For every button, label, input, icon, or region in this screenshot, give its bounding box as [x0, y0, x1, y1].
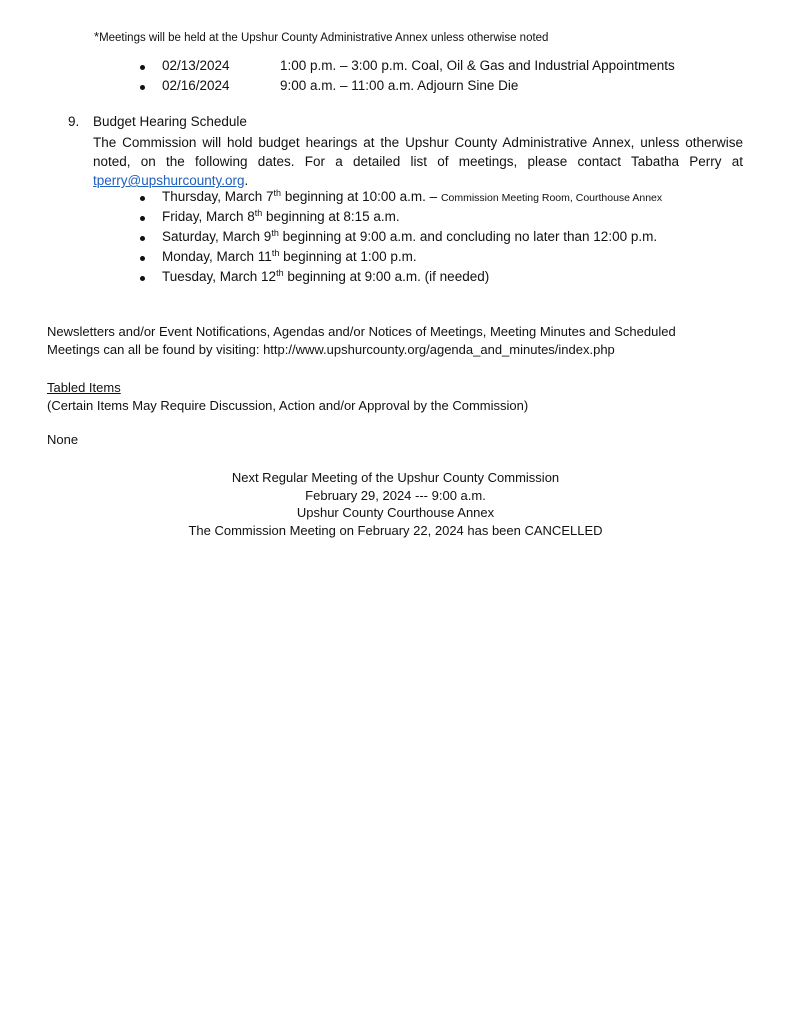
meeting-description: 1:00 p.m. – 3:00 p.m. Coal, Oil & Gas and Industrial Appointments [280, 58, 675, 73]
hearing-location: Commission Meeting Room, Courthouse Annex [440, 192, 663, 204]
meeting-description: 9:00 a.m. – 11:00 a.m. Adjourn Sine Die [280, 78, 519, 93]
newsletter-line: Newsletters and/or Event Notifications, Agendas and/or Notices of Meetings, Meeting Minutes and Scheduled [47, 324, 676, 339]
hearing-day: Thursday, March 7 [162, 189, 274, 204]
ordinal-suffix: th [276, 268, 284, 278]
item-title: Budget Hearing Schedule [93, 114, 247, 129]
newsletter-notice [47, 323, 747, 359]
hearing-day: Saturday, March 9 [162, 229, 272, 244]
next-meeting-location: Upshur County Courthouse Annex [296, 505, 495, 520]
ordinal-suffix: th [273, 188, 282, 198]
bullet-icon [140, 85, 145, 90]
cancellation-notice: The Commission Meeting on February 22, 2024 has been CANCELLED [188, 522, 603, 538]
newsletter-line: Meetings can all be found by visiting: http://www.upshurcounty.org/agenda_and_minutes/index.php [47, 342, 615, 357]
ordinal-suffix: th [271, 228, 279, 238]
hearing-text [162, 209, 400, 224]
hearing-time: beginning at 9:00 a.m. (if needed) [283, 269, 490, 284]
paragraph-text: The Commission will hold budget hearings at the Upshur County Administrative Annex, unless otherwise noted, on the following dates. For a detailed list of meetings, please contact Tabatha Perry at [93, 135, 743, 169]
hearing-time: beginning at 1:00 p.m. [279, 249, 417, 264]
ordinal-suffix: th [271, 248, 280, 258]
note-text: Meetings will be held at the Upshur County Administrative Annex unless otherwise noted [99, 32, 549, 44]
bullet-icon [140, 65, 145, 70]
meeting-date: 02/13/2024 [162, 58, 230, 73]
tabled-items-section [47, 379, 528, 415]
hearing-text [162, 189, 662, 204]
tabled-items-subheading: (Certain Items May Require Discussion, Action and/or Approval by the Commission) [47, 398, 529, 413]
next-meeting-date: February 29, 2024 --- 9:00 a.m. [305, 487, 486, 503]
bullet-icon [140, 196, 145, 201]
location-note [94, 29, 548, 44]
ordinal-suffix: th [254, 208, 263, 218]
bullet-icon [140, 216, 145, 221]
hearing-time: beginning at 9:00 a.m. and concluding no later than 12:00 p.m. [278, 229, 658, 244]
paragraph-end: . [244, 173, 249, 188]
hearing-time: beginning at 8:15 a.m. [262, 209, 400, 224]
hearing-day: Friday, March 8 [162, 209, 255, 224]
hearing-text [162, 249, 417, 264]
meeting-date: 02/16/2024 [162, 78, 230, 93]
hearing-time: beginning at 10:00 a.m. – [281, 189, 441, 204]
hearing-day: Monday, March 11 [162, 249, 272, 264]
next-meeting-block [0, 469, 791, 539]
bullet-icon [140, 276, 145, 281]
bullet-icon [140, 236, 145, 241]
tabled-items-heading: Tabled Items [47, 380, 121, 395]
next-meeting-title: Next Regular Meeting of the Upshur County Commission [231, 470, 560, 485]
bullet-icon [140, 256, 145, 261]
hearing-text [162, 229, 657, 244]
email-link[interactable]: tperry@upshurcounty.org [93, 173, 245, 188]
hearing-text [162, 269, 489, 284]
note-asterisk: * [94, 29, 100, 44]
item-number: 9. [68, 114, 80, 129]
tabled-items-none: None [47, 432, 79, 447]
budget-hearing-paragraph [93, 133, 743, 190]
hearing-day: Tuesday, March 12 [162, 269, 277, 284]
